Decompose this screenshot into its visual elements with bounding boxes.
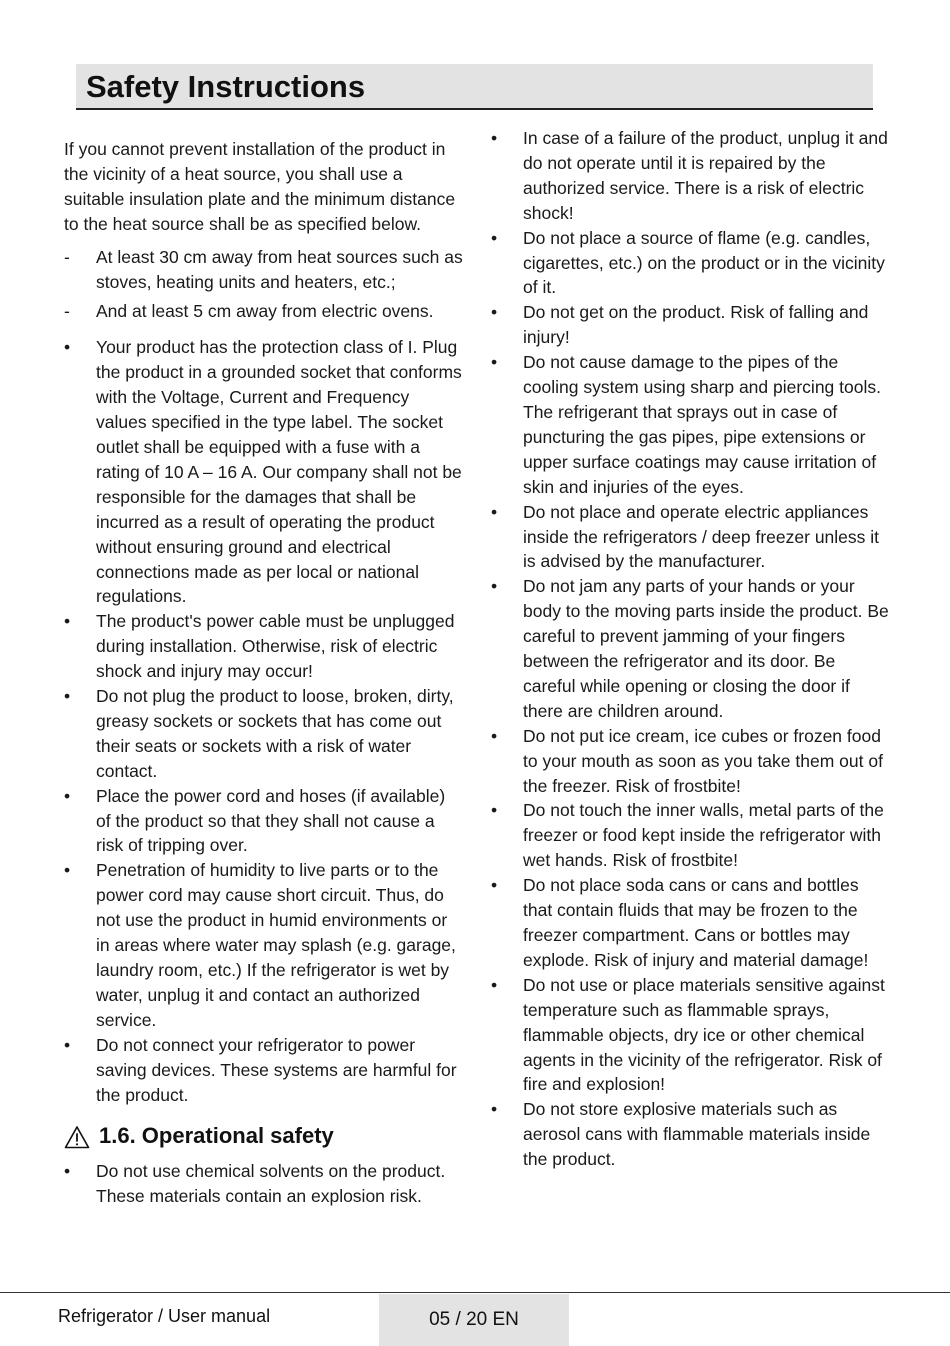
list-item-text: The product's power cable must be unplugged during installation. Otherwise, risk of electric shock and injury may occur! bbox=[96, 611, 455, 682]
list-item bbox=[491, 574, 891, 723]
list-item-text: Do not place a source of flame (e.g. candles, cigarettes, etc.) on the product or in the vicinity of it. bbox=[523, 227, 885, 298]
list-item bbox=[64, 609, 464, 684]
bullet-marker: • bbox=[491, 875, 498, 896]
list-item-text: Your product has the protection class of I. Plug the product in a grounded socket that conforms with the Voltage, Current and Frequency values specified in the type label. The socket outlet shall be equipped with a fuse with a rating of 10 A – 16 A. Our company shall not be responsible for the damages that shall be incurred as a result of operating the product without ensuring ground and electrical connections made as per local or national regulations. bbox=[96, 337, 462, 607]
list-item-text: Penetration of humidity to live parts or to the power cord may cause short circuit. Thus, do not use the product in humid environments or in areas where water may splash (e.g. garage, laundry room, etc.) If the refrigerator is wet by water, unplug it and contact an authorized service. bbox=[96, 860, 456, 1030]
list-item-text: In case of a failure of the product, unplug it and do not operate until it is repaired by the authorized service. There is a risk of electric shock! bbox=[523, 128, 888, 223]
operational-safety-list-continued bbox=[491, 126, 891, 1172]
list-item bbox=[64, 1159, 464, 1209]
section-heading-text: 1.6. Operational safety bbox=[99, 1123, 334, 1149]
list-item-text: Do not put ice cream, ice cubes or frozen food to your mouth as soon as you take them out of the freezer. Risk of frostbite! bbox=[523, 725, 883, 796]
list-item bbox=[491, 1097, 891, 1172]
list-item bbox=[64, 684, 464, 784]
bullet-marker: • bbox=[64, 785, 71, 806]
dash-marker: - bbox=[64, 301, 70, 322]
list-item-text: Do not get on the product. Risk of falling and injury! bbox=[523, 302, 869, 348]
list-item bbox=[491, 724, 891, 799]
bullet-marker: • bbox=[64, 860, 71, 881]
bullet-marker: • bbox=[491, 1099, 498, 1120]
list-item-text: Do not store explosive materials such as aerosol cans with flammable materials inside the product. bbox=[523, 1099, 871, 1170]
list-item-text: Do not connect your refrigerator to power saving devices. These systems are harmful for the product. bbox=[96, 1034, 457, 1105]
bullet-marker: • bbox=[64, 686, 71, 707]
intro-paragraph: If you cannot prevent installation of the product in the vicinity of a heat source, you shall use a suitable insulation plate and the minimum distance to the heat source shall be as specified below. bbox=[64, 139, 456, 234]
bullet-marker: • bbox=[491, 800, 498, 821]
list-item bbox=[491, 350, 891, 499]
footer-divider bbox=[0, 1292, 950, 1293]
list-item-text: At least 30 cm away from heat sources such as stoves, heating units and heaters, etc.; bbox=[96, 246, 463, 292]
list-item bbox=[64, 299, 464, 324]
bullet-marker: • bbox=[64, 611, 71, 632]
bullet-marker: • bbox=[491, 227, 498, 248]
footer-doc-label: Refrigerator / User manual bbox=[58, 1306, 271, 1326]
list-item bbox=[491, 300, 891, 350]
list-item-text: Do not jam any parts of your hands or your body to the moving parts inside the product. Be careful to prevent jamming of your fingers between the refrigerator and its door. Be careful while opening or closing the door if there are children around. bbox=[523, 576, 889, 721]
list-item bbox=[491, 226, 891, 301]
bullet-marker: • bbox=[64, 337, 71, 358]
bullet-marker: • bbox=[64, 1034, 71, 1055]
list-item-text: Do not use or place materials sensitive against temperature such as flammable sprays, flammable objects, dry ice or other chemical agents in the vicinity of the refrigerator. Risk of fire and explosion! bbox=[523, 974, 885, 1095]
list-item bbox=[64, 784, 464, 859]
title-bar bbox=[76, 64, 873, 110]
page-title: Safety Instructions bbox=[86, 69, 366, 104]
list-item bbox=[491, 126, 891, 226]
left-column bbox=[64, 137, 464, 1209]
bullet-marker: • bbox=[491, 128, 498, 148]
bullet-marker: • bbox=[491, 302, 498, 323]
operational-safety-list bbox=[64, 1159, 464, 1209]
footer-page-number: 05 / 20 EN bbox=[379, 1294, 569, 1346]
list-item bbox=[491, 873, 891, 973]
list-item bbox=[64, 1033, 464, 1108]
list-item bbox=[64, 858, 464, 1032]
distance-list bbox=[64, 245, 464, 325]
list-item bbox=[491, 500, 891, 575]
safety-bullet-list bbox=[64, 335, 464, 1107]
list-item bbox=[64, 245, 464, 295]
list-item-text: Do not plug the product to loose, broken, dirty, greasy sockets or sockets that has come out their seats or sockets with a risk of water contact. bbox=[96, 686, 454, 781]
warning-triangle-icon bbox=[64, 1125, 90, 1149]
dash-marker: - bbox=[64, 246, 70, 267]
list-item-text: Do not place and operate electric appliances inside the refrigerators / deep freezer unless it is advised by the manufacturer. bbox=[523, 501, 880, 572]
bullet-marker: • bbox=[491, 501, 498, 522]
bullet-marker: • bbox=[64, 1161, 71, 1182]
bullet-marker: • bbox=[491, 974, 498, 995]
bullet-marker: • bbox=[491, 352, 498, 373]
list-item-text: Do not place soda cans or cans and bottles that contain fluids that may be frozen to the freezer compartment. Cans or bottles may explode. Risk of injury and material damage! bbox=[523, 875, 869, 970]
section-heading bbox=[64, 1124, 464, 1149]
list-item-text: Place the power cord and hoses (if available) of the product so that they shall not cause a risk of tripping over. bbox=[96, 785, 446, 856]
list-item bbox=[491, 798, 891, 873]
bullet-marker: • bbox=[491, 576, 498, 597]
list-item-text: Do not touch the inner walls, metal parts of the freezer or food kept inside the refrigerator with wet hands. Risk of frostbite! bbox=[523, 800, 884, 871]
list-item-text: Do not cause damage to the pipes of the cooling system using sharp and piercing tools. The refrigerant that sprays out in case of puncturing the gas pipes, pipe extensions or upper surface coatings may cause irritation of skin and injuries of the eyes. bbox=[523, 352, 881, 497]
right-column bbox=[491, 126, 891, 1172]
list-item bbox=[64, 335, 464, 609]
bullet-marker: • bbox=[491, 725, 498, 746]
list-item-text: And at least 5 cm away from electric ovens. bbox=[96, 301, 434, 322]
list-item bbox=[491, 973, 891, 1098]
list-item-text: Do not use chemical solvents on the product. These materials contain an explosion risk. bbox=[96, 1161, 446, 1207]
